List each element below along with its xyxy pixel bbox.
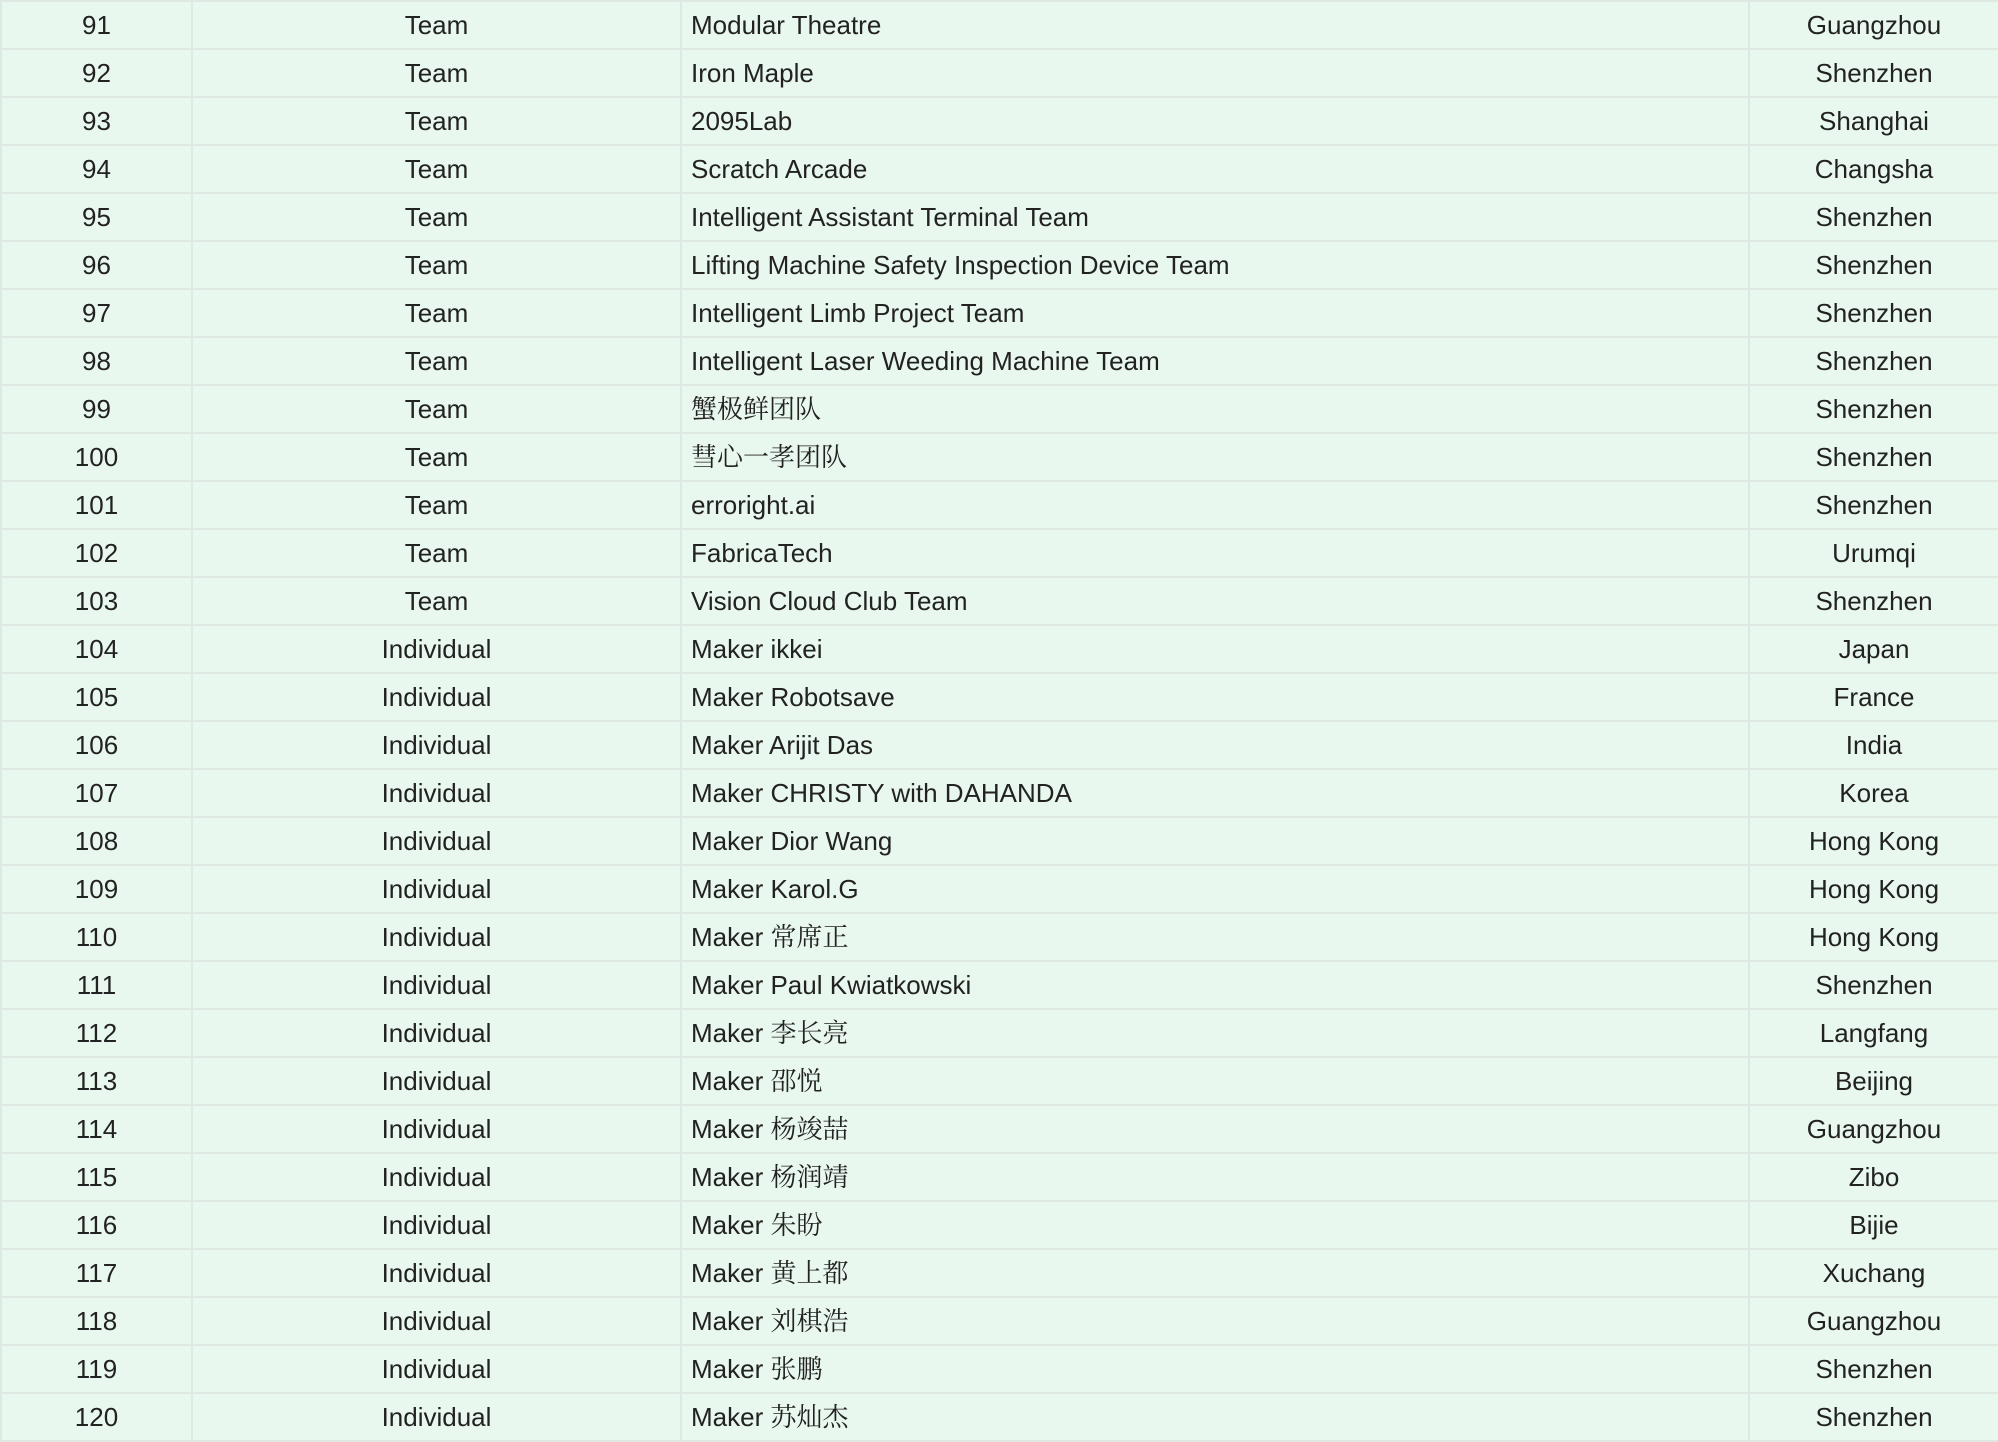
table-row <box>1 1297 1998 1345</box>
table-row <box>1 49 1998 97</box>
row-number-cell: 101 <box>1 481 192 529</box>
entry-name-cell: Maker 朱盼 <box>681 1201 1749 1249</box>
city-cell: Shenzhen <box>1749 385 1998 433</box>
row-number-cell: 113 <box>1 1057 192 1105</box>
entry-type-cell: Team <box>192 145 681 193</box>
entry-name-cell: Maker 常席正 <box>681 913 1749 961</box>
city-cell: Guangzhou <box>1749 1297 1998 1345</box>
table-row <box>1 529 1998 577</box>
city-cell: Shanghai <box>1749 97 1998 145</box>
city-cell: Zibo <box>1749 1153 1998 1201</box>
row-number-cell: 92 <box>1 49 192 97</box>
entry-name-cell: Modular Theatre <box>681 1 1749 49</box>
entry-type-cell: Team <box>192 1 681 49</box>
entry-name-cell: Maker 张鹏 <box>681 1345 1749 1393</box>
table-row <box>1 721 1998 769</box>
entry-type-cell: Individual <box>192 1297 681 1345</box>
city-cell: Shenzhen <box>1749 289 1998 337</box>
entry-name-cell: Maker 苏灿杰 <box>681 1393 1749 1441</box>
entry-type-cell: Team <box>192 97 681 145</box>
entry-type-cell: Team <box>192 433 681 481</box>
entry-name-cell: Maker Arijit Das <box>681 721 1749 769</box>
entry-name-cell: Intelligent Assistant Terminal Team <box>681 193 1749 241</box>
entry-type-cell: Individual <box>192 1057 681 1105</box>
entry-name-cell: Maker Robotsave <box>681 673 1749 721</box>
row-number-cell: 93 <box>1 97 192 145</box>
entry-type-cell: Individual <box>192 961 681 1009</box>
entry-type-cell: Individual <box>192 1009 681 1057</box>
city-cell: Shenzhen <box>1749 1393 1998 1441</box>
city-cell: Shenzhen <box>1749 337 1998 385</box>
entry-type-cell: Individual <box>192 1201 681 1249</box>
entry-name-cell: Maker CHRISTY with DAHANDA <box>681 769 1749 817</box>
table-row <box>1 385 1998 433</box>
row-number-cell: 107 <box>1 769 192 817</box>
entry-type-cell: Individual <box>192 1105 681 1153</box>
table-row <box>1 577 1998 625</box>
table-row <box>1 817 1998 865</box>
entry-name-cell: Lifting Machine Safety Inspection Device Team <box>681 241 1749 289</box>
entry-name-cell: 蟹极鲜团队 <box>681 385 1749 433</box>
city-cell: Urumqi <box>1749 529 1998 577</box>
entry-type-cell: Team <box>192 241 681 289</box>
entry-type-cell: Individual <box>192 721 681 769</box>
table-row <box>1 97 1998 145</box>
city-cell: Hong Kong <box>1749 865 1998 913</box>
city-cell: Japan <box>1749 625 1998 673</box>
entry-name-cell: 彗心一孝团队 <box>681 433 1749 481</box>
row-number-cell: 100 <box>1 433 192 481</box>
entry-name-cell: 2095Lab <box>681 97 1749 145</box>
row-number-cell: 114 <box>1 1105 192 1153</box>
city-cell: Changsha <box>1749 145 1998 193</box>
city-cell: Shenzhen <box>1749 577 1998 625</box>
city-cell: France <box>1749 673 1998 721</box>
city-cell: Beijing <box>1749 1057 1998 1105</box>
table-row <box>1 241 1998 289</box>
city-cell: Shenzhen <box>1749 241 1998 289</box>
row-number-cell: 106 <box>1 721 192 769</box>
city-cell: Shenzhen <box>1749 961 1998 1009</box>
table-row <box>1 1249 1998 1297</box>
entry-name-cell: FabricaTech <box>681 529 1749 577</box>
row-number-cell: 94 <box>1 145 192 193</box>
table-row <box>1 769 1998 817</box>
table-row <box>1 1105 1998 1153</box>
row-number-cell: 99 <box>1 385 192 433</box>
table-row <box>1 145 1998 193</box>
row-number-cell: 111 <box>1 961 192 1009</box>
entry-type-cell: Individual <box>192 625 681 673</box>
entry-name-cell: Maker 李长亮 <box>681 1009 1749 1057</box>
row-number-cell: 91 <box>1 1 192 49</box>
entry-type-cell: Team <box>192 337 681 385</box>
entry-name-cell: Maker 邵悦 <box>681 1057 1749 1105</box>
entry-name-cell: Maker Karol.G <box>681 865 1749 913</box>
table-row <box>1 865 1998 913</box>
city-cell: Bijie <box>1749 1201 1998 1249</box>
table-row <box>1 337 1998 385</box>
city-cell: Langfang <box>1749 1009 1998 1057</box>
row-number-cell: 117 <box>1 1249 192 1297</box>
row-number-cell: 109 <box>1 865 192 913</box>
table-row <box>1 961 1998 1009</box>
table-row <box>1 1345 1998 1393</box>
entry-type-cell: Individual <box>192 1153 681 1201</box>
city-cell: Shenzhen <box>1749 193 1998 241</box>
entry-name-cell: Maker Paul Kwiatkowski <box>681 961 1749 1009</box>
row-number-cell: 120 <box>1 1393 192 1441</box>
entry-name-cell: erroright.ai <box>681 481 1749 529</box>
table-row <box>1 193 1998 241</box>
city-cell: Shenzhen <box>1749 481 1998 529</box>
entry-name-cell: Maker Dior Wang <box>681 817 1749 865</box>
row-number-cell: 103 <box>1 577 192 625</box>
table-row <box>1 481 1998 529</box>
table-row <box>1 1 1998 49</box>
entry-name-cell: Maker 刘棋浩 <box>681 1297 1749 1345</box>
entry-type-cell: Team <box>192 289 681 337</box>
table-row <box>1 433 1998 481</box>
table-row <box>1 625 1998 673</box>
entry-type-cell: Individual <box>192 865 681 913</box>
city-cell: Xuchang <box>1749 1249 1998 1297</box>
table-row <box>1 1009 1998 1057</box>
entry-name-cell: Maker 杨润靖 <box>681 1153 1749 1201</box>
entry-type-cell: Team <box>192 193 681 241</box>
row-number-cell: 102 <box>1 529 192 577</box>
row-number-cell: 98 <box>1 337 192 385</box>
table-row <box>1 1393 1998 1441</box>
entry-type-cell: Individual <box>192 1393 681 1441</box>
entry-name-cell: Maker ikkei <box>681 625 1749 673</box>
participants-table-body <box>1 1 1998 1441</box>
city-cell: India <box>1749 721 1998 769</box>
entry-name-cell: Scratch Arcade <box>681 145 1749 193</box>
row-number-cell: 112 <box>1 1009 192 1057</box>
entry-type-cell: Team <box>192 385 681 433</box>
row-number-cell: 115 <box>1 1153 192 1201</box>
entry-type-cell: Team <box>192 529 681 577</box>
row-number-cell: 108 <box>1 817 192 865</box>
city-cell: Shenzhen <box>1749 49 1998 97</box>
entry-type-cell: Individual <box>192 769 681 817</box>
row-number-cell: 119 <box>1 1345 192 1393</box>
row-number-cell: 104 <box>1 625 192 673</box>
city-cell: Hong Kong <box>1749 817 1998 865</box>
entry-type-cell: Individual <box>192 1345 681 1393</box>
city-cell: Shenzhen <box>1749 1345 1998 1393</box>
city-cell: Guangzhou <box>1749 1 1998 49</box>
row-number-cell: 105 <box>1 673 192 721</box>
entry-name-cell: Iron Maple <box>681 49 1749 97</box>
entry-type-cell: Team <box>192 49 681 97</box>
city-cell: Hong Kong <box>1749 913 1998 961</box>
entry-type-cell: Individual <box>192 673 681 721</box>
row-number-cell: 95 <box>1 193 192 241</box>
city-cell: Shenzhen <box>1749 433 1998 481</box>
table-row <box>1 1153 1998 1201</box>
entry-name-cell: Maker 杨竣喆 <box>681 1105 1749 1153</box>
entry-name-cell: Intelligent Laser Weeding Machine Team <box>681 337 1749 385</box>
entry-type-cell: Team <box>192 577 681 625</box>
row-number-cell: 116 <box>1 1201 192 1249</box>
entry-name-cell: Intelligent Limb Project Team <box>681 289 1749 337</box>
row-number-cell: 96 <box>1 241 192 289</box>
entry-type-cell: Individual <box>192 1249 681 1297</box>
row-number-cell: 97 <box>1 289 192 337</box>
entry-type-cell: Individual <box>192 913 681 961</box>
city-cell: Korea <box>1749 769 1998 817</box>
table-row <box>1 913 1998 961</box>
row-number-cell: 110 <box>1 913 192 961</box>
entry-type-cell: Individual <box>192 817 681 865</box>
table-row <box>1 1057 1998 1105</box>
table-row <box>1 289 1998 337</box>
table-row <box>1 673 1998 721</box>
table-row <box>1 1201 1998 1249</box>
entry-name-cell: Maker 黄上都 <box>681 1249 1749 1297</box>
entry-type-cell: Team <box>192 481 681 529</box>
city-cell: Guangzhou <box>1749 1105 1998 1153</box>
row-number-cell: 118 <box>1 1297 192 1345</box>
entry-name-cell: Vision Cloud Club Team <box>681 577 1749 625</box>
